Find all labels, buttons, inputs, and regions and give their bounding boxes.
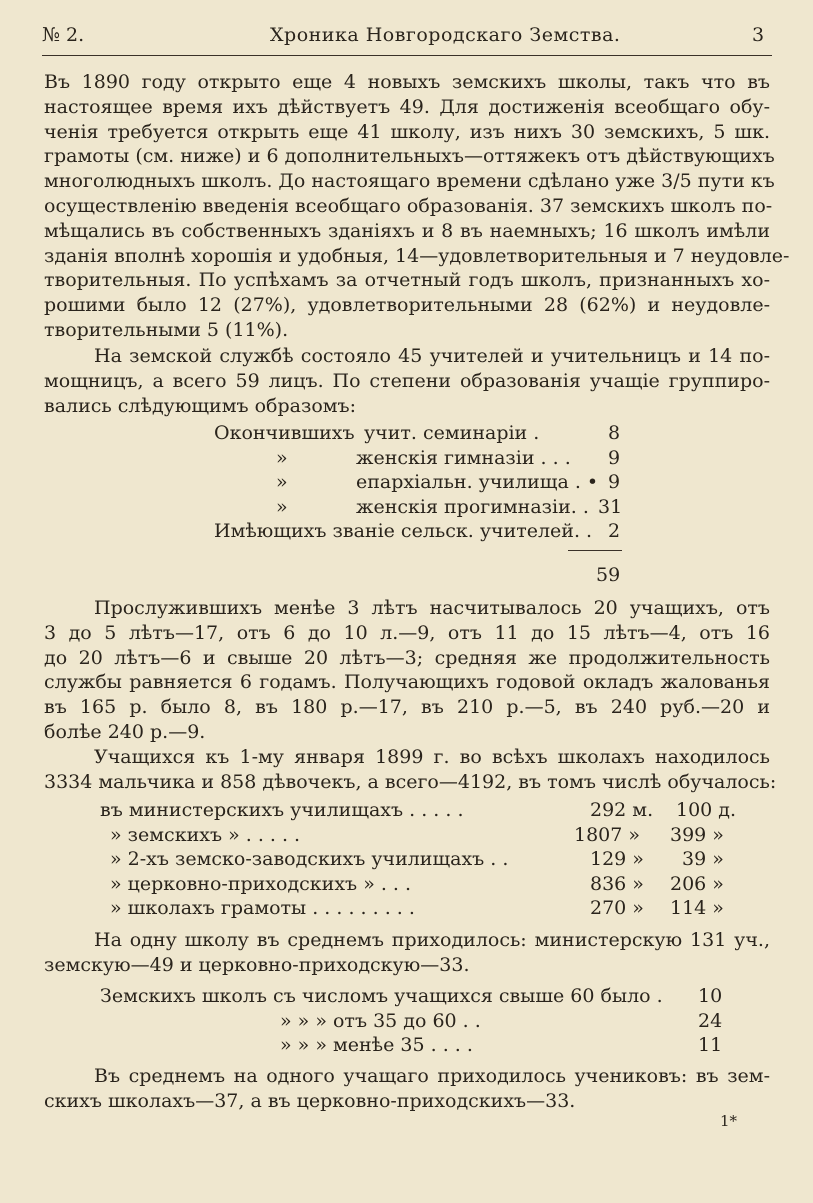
row-boys: 129 » [590,848,644,871]
para3-line: до 20 лѣтъ—6 и свыше 20 лѣтъ—3; средняя же продолжительность [44,646,770,669]
para1-line: грамоты (см. ниже) и 6 дополнительныхъ—оттяжекъ отъ дѣйствующихъ [44,145,775,168]
row-label: » [276,446,288,469]
para2-line: вались слѣдующимъ образомъ: [44,394,357,417]
table-row [0,1033,813,1058]
table-row [0,872,813,897]
header-rule [42,55,772,56]
row-girls: 399 » [670,823,724,846]
row-value: 9 [608,446,621,469]
row-girls: 100 д. [676,799,737,821]
row-label: » » » менѣе 35 . . . . [280,1034,473,1057]
para3-line: службы равняется 6 годамъ. Получающихъ годовой окладъ жалованья [44,671,770,694]
row-label: » земскихъ » . . . . . [110,823,301,846]
table-row [0,798,813,823]
pupils-table [0,798,813,921]
row-girls: 206 » [670,872,724,895]
table-row [0,823,813,848]
row-item: женскія гимназіи . . . [356,446,571,469]
table-row [0,421,813,446]
para1-line: многолюдныхъ школъ. До настоящаго времени сдѣлано уже 3/5 пути къ [44,170,775,193]
running-title: Хроника Новгородскаго Земства. [270,24,621,46]
row-label: » школахъ грамоты . . . . . . . . . [110,897,415,920]
paragraph-average [44,928,770,978]
row-value: 9 [608,471,621,494]
row-label: Окончившихъ [214,422,355,444]
para6-line: Въ среднемъ на одного учащаго приходилось учениковъ: въ зем- [94,1065,770,1087]
row-label: Имѣющихъ званіе сельск. учителей. . [214,520,593,543]
para1-line: творительными 5 (11%). [44,318,289,341]
para1-line: мѣщались въ собственныхъ зданіяхъ и 8 въ наемныхъ; 16 школъ имѣли [44,219,770,242]
row-label: » [276,471,288,494]
para3-line: Прослужившихъ менѣе 3 лѣтъ насчитывалось 20 учащихъ, отъ [94,597,770,619]
row-girls: 39 » [682,848,724,871]
para5-line: На одну школу въ среднемъ приходилось: министерскую 131 уч., [94,929,770,951]
paragraph-pupils [44,745,777,795]
row-boys: 836 » [590,872,644,895]
table-row [0,495,813,520]
table-row [0,446,813,471]
para3-line: въ 165 р. было 8, въ 180 р.—17, въ 210 р.—5, въ 240 руб.—20 и [44,696,770,719]
row-value: 8 [608,422,621,444]
para1-line: ченія требуется открыть еще 41 школу, изъ нихъ 30 земскихъ, 5 шк. [44,120,770,143]
para1-line: творительныя. По успѣхамъ за отчетный годъ школъ, признанныхъ хо- [44,269,770,292]
education-table [0,421,813,544]
row-label: » 2-хъ земско-заводскихъ училищахъ . . [110,848,509,871]
row-label: » » » отъ 35 до 60 . . [280,1009,481,1032]
table-row [0,470,813,495]
para5-line: земскую—49 и церковно-приходскую—33. [44,953,470,976]
para3-line: болѣе 240 р.—9. [44,720,206,743]
row-item: епархіальн. училища . • [356,471,599,494]
para1-line: осуществленію введенія всеобщаго образованія. 37 земскихъ школъ по- [44,194,773,217]
row-label: въ министерскихъ училищахъ . . . . . [100,799,464,821]
paragraph-teachers [44,344,770,418]
para1-line: настоящее время ихъ дѣйствуетъ 49. Для достиженія всеобщаго обу- [44,95,770,118]
paragraph-ratio [44,1064,770,1114]
para2-line: мощницъ, а всего 59 лицъ. По степени образованія учащіе группиро- [44,369,770,392]
para1-line: зданія вполнѣ хорошія и удобныя, 14—удовлетворительныя и 7 неудовле- [44,244,790,267]
schools-size-table [0,984,813,1058]
para1-line: Въ 1890 году открыто еще 4 новыхъ земскихъ школы, такъ что въ [44,71,770,93]
para4-line: 3334 мальчика и 858 дѣвочекъ, а всего—4192, въ томъ числѣ обучалось: [44,770,777,793]
para4-line: Учащихся къ 1-му января 1899 г. во всѣхъ школахъ находилось [94,746,770,768]
row-item: женскія прогимназіи. . [356,495,589,518]
row-label: » церковно-приходскихъ » . . . [110,872,412,895]
row-item: учит. семинаріи . [364,422,540,444]
para2-line: На земской службѣ состояло 45 учителей и учительницъ и 14 по- [94,345,770,367]
para6-line: скихъ школахъ—37, а въ церковно-приходскихъ—33. [44,1089,576,1112]
row-boys: 270 » [590,897,644,920]
para1-line: рошими было 12 (27%), удовлетворительными 28 (62%) и неудовле- [44,294,770,317]
paragraph-schools [44,70,790,343]
row-value: 11 [698,1034,723,1057]
row-value: 10 [698,985,723,1007]
table-row [0,519,813,544]
sum-rule [568,550,622,551]
page-number: 3 [752,24,765,46]
row-label: » [276,495,288,518]
row-value: 24 [698,1009,723,1032]
table-row [0,847,813,872]
education-total: 59 [596,564,621,586]
row-boys: 292 м. [590,799,654,821]
table-row [0,896,813,921]
issue-number: № 2. [42,24,85,46]
row-value: 2 [608,520,621,543]
table-row [0,984,813,1009]
table-row [0,1009,813,1034]
row-boys: 1807 » [574,823,641,846]
signature-mark: 1* [720,1112,738,1130]
paragraph-service [44,596,770,745]
para3-line: 3 до 5 лѣтъ—17, отъ 6 до 10 л.—9, отъ 11 до 15 лѣтъ—4, отъ 16 [44,621,770,644]
row-girls: 114 » [670,897,724,920]
row-value: 31 [598,495,623,518]
row-label: Земскихъ школъ съ числомъ учащихся свыше 60 было . [100,985,663,1007]
